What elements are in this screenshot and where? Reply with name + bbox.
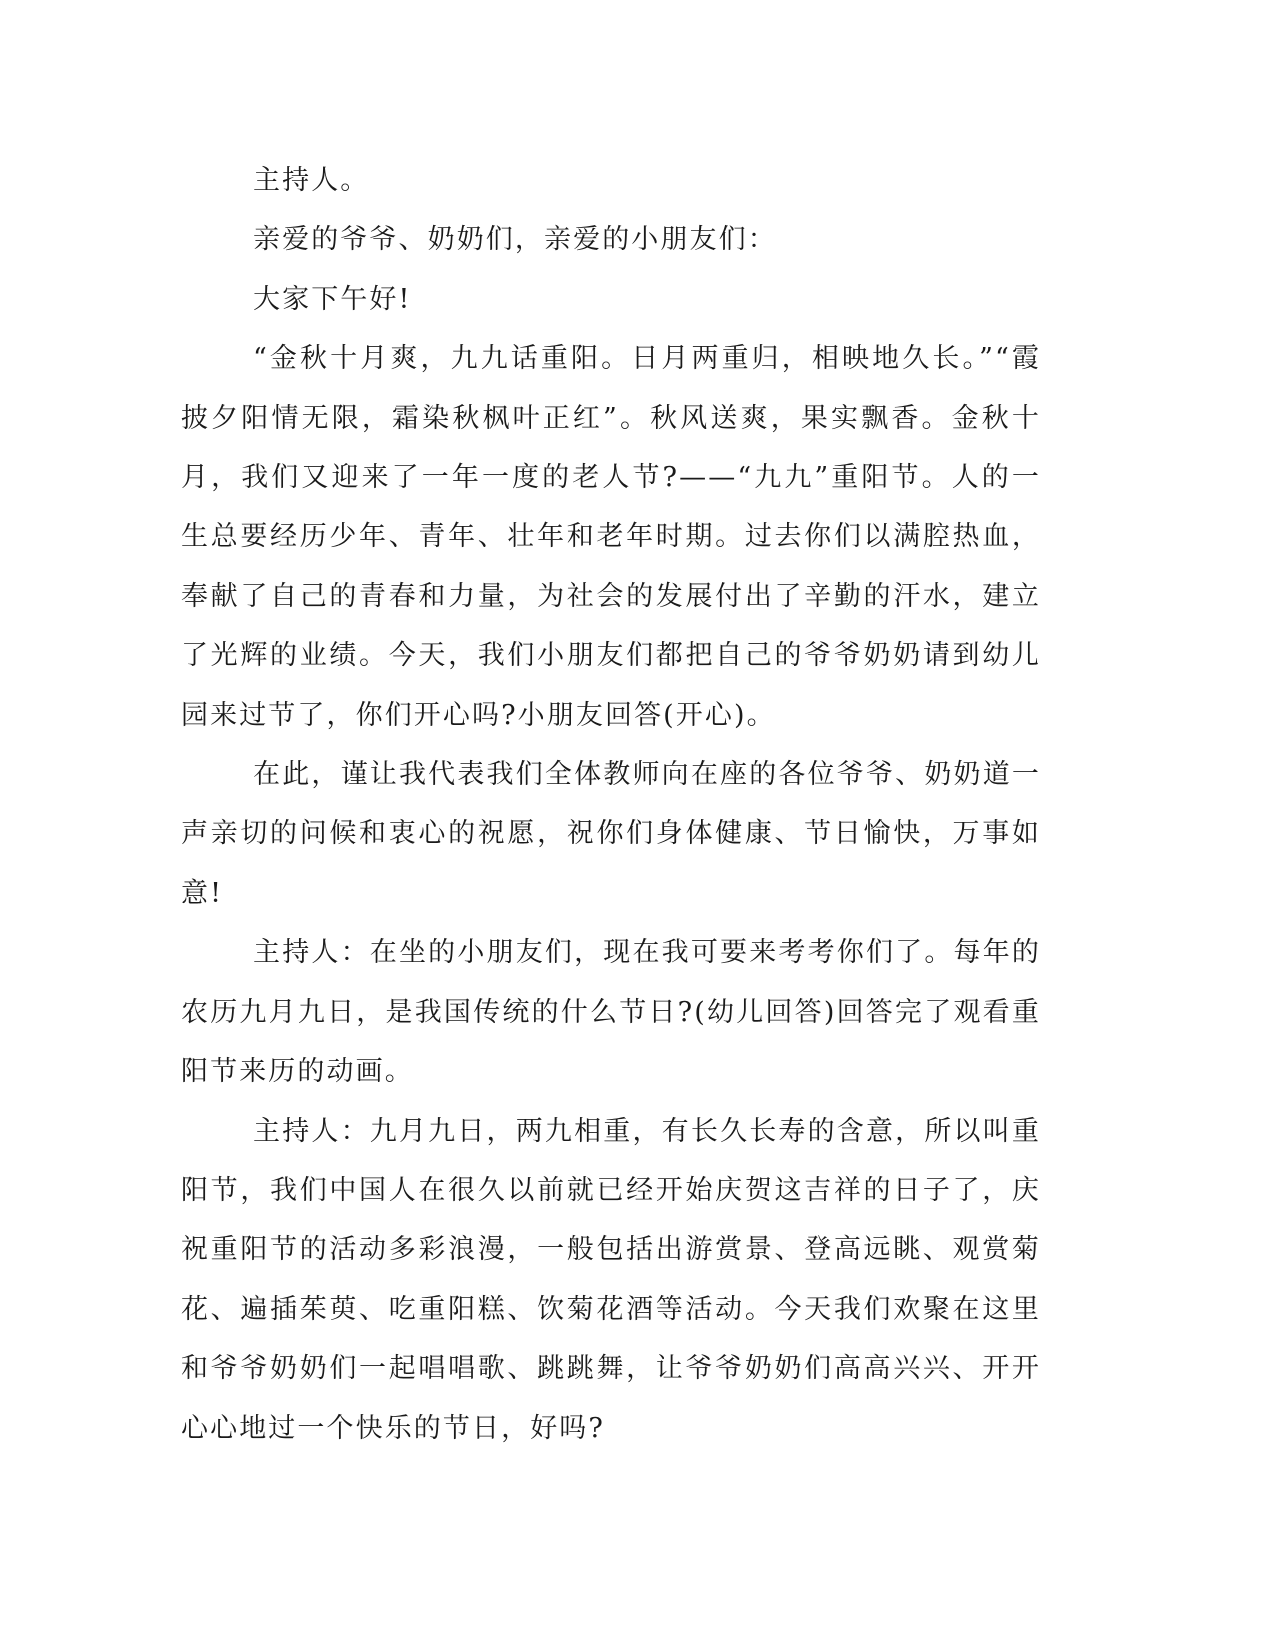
paragraph-host-explanation: 主持人：九月九日，两九相重，有长久长寿的含意，所以叫重阳节，我们中国人在很久以前就已经开始庆贺这吉祥的日子了，庆祝重阳节的活动多彩浪漫，一般包括出游赏景、登高远眺、观赏菊花、遍插茱萸、吃重阳糕、饮菊花酒等活动。今天我们欢聚在这里和爷爷奶奶们一起唱唱歌、跳跳舞，让爷爷奶奶们高高兴兴、开开心心地过一个快乐的节日，好吗?: [181, 1115, 1041, 1444]
paragraph-greeting: 大家下午好!: [253, 283, 412, 315]
paragraph-host-heading: 主持人。: [253, 165, 370, 196]
document-body: [181, 151, 1041, 1458]
paragraph-salutation: 亲爱的爷爷、奶奶们，亲爱的小朋友们：: [253, 224, 777, 256]
paragraph-opening-speech: “金秋十月爽，九九话重阳。日月两重归，相映地久长。”“霞披夕阳情无限，霜染秋枫叶正红”。秋风送爽，果实飘香。金秋十月，我们又迎来了一年一度的老人节?——“九九”重阳节。人的一生总要经历少年、青年、壮年和老年时期。过去你们以满腔热血，奉献了自己的青春和力量，为社会的发展付出了辛勤的汗水，建立了光辉的业绩。今天，我们小朋友们都把自己的爷爷奶奶请到幼儿园来过节了，你们开心吗?小朋友回答(开心)。: [181, 343, 1041, 731]
paragraph-blessing: 在此，谨让我代表我们全体教师向在座的各位爷爷、奶奶道一声亲切的问候和衷心的祝愿，祝你们身体健康、节日愉快，万事如意!: [181, 759, 1041, 909]
paragraph-host-question: 主持人：在坐的小朋友们，现在我可要来考考你们了。每年的农历九月九日，是我国传统的什么节日?(幼儿回答)回答完了观看重阳节来历的动画。: [181, 937, 1041, 1088]
